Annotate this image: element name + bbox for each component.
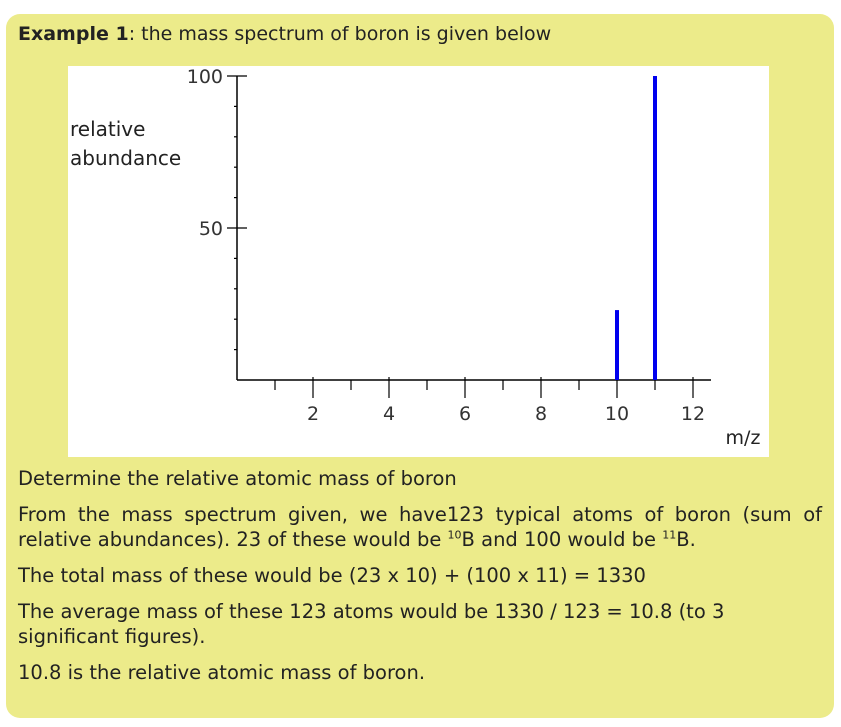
mass-spectrum-chart [68, 66, 769, 457]
abundance-explanation [18, 502, 822, 552]
mass-spectrum-svg [68, 66, 769, 457]
abundance-text-1: From the mass spectrum given, we have123 typical atoms of boron (sum of relative abundances). 23 of these would be [18, 503, 822, 551]
explanation-text [18, 466, 822, 696]
x-axis-label: m/z [725, 427, 761, 449]
x-tick-label: 12 [680, 403, 706, 425]
total-mass-text: The total mass of these would be (23 x 10) + (100 x 11) = 1330 [18, 564, 646, 587]
example-heading [18, 23, 551, 45]
y-tick-label: 100 [186, 66, 223, 88]
question-text: Determine the relative atomic mass of boron [18, 467, 457, 490]
conclusion-text: 10.8 is the relative atomic mass of boron. [18, 661, 426, 684]
x-tick-label: 6 [458, 403, 472, 425]
spectrum-peak [653, 76, 657, 380]
x-tick-label: 10 [604, 403, 630, 425]
abundance-text-2: B and 100 would be [461, 528, 663, 551]
average-mass-text: The average mass of these 123 atoms would be 1330 / 123 = 10.8 (to 3 significant figures). [18, 600, 725, 648]
spectrum-peak [615, 310, 619, 380]
y-axis-label: abundance [70, 146, 182, 170]
example-panel [6, 14, 834, 718]
y-tick-label: 50 [198, 218, 223, 240]
y-axis-label: relative [70, 117, 146, 141]
example-label: Example 1 [18, 23, 129, 45]
x-tick-label: 2 [306, 403, 320, 425]
x-tick-label: 4 [382, 403, 396, 425]
isotope-11-superscript: 11 [662, 528, 677, 542]
isotope-10-superscript: 10 [447, 528, 462, 542]
x-tick-label: 8 [534, 403, 548, 425]
example-description: : the mass spectrum of boron is given below [128, 23, 552, 45]
abundance-text-3: B. [676, 528, 696, 551]
